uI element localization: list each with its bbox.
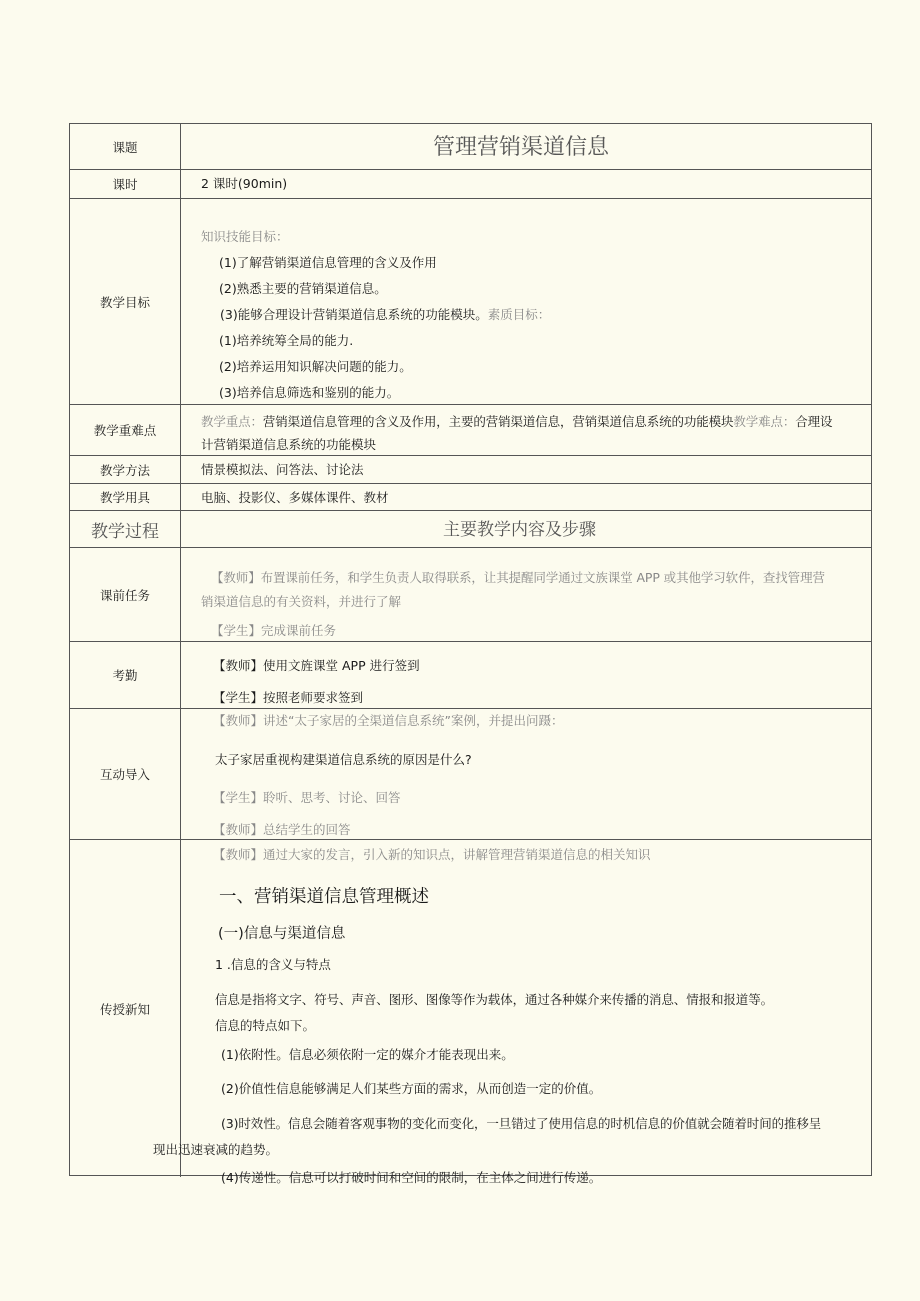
label-goals: 教学目标 <box>70 199 181 404</box>
intro-question: 太子家居重视构建渠道信息系统的原因是什么? <box>215 752 472 767</box>
intro-teacher: 【教师】讲述“太子家居的全渠道信息系统”案例，并提出问蹑： <box>213 713 564 728</box>
paragraph: (2)价值性信息能够满足人们某些方面的需求，从而创造一定的价值。 <box>221 1081 602 1096</box>
lesson-title: 管理营销渠道信息 <box>433 135 610 160</box>
label-topic: 课题 <box>70 124 181 169</box>
attend-student: 【学生】按照老师要求签到 <box>213 690 364 705</box>
key-label: 教学重点： <box>201 414 263 429</box>
row-pretask <box>70 548 871 642</box>
lesson-plan-table <box>69 123 872 1185</box>
label-attend: 考勤 <box>70 642 181 708</box>
goal-item: (2)熟悉主要的营销渠道信息。 <box>219 281 387 296</box>
label-intro: 互动导入 <box>70 709 181 839</box>
paragraph: (3)时效性。信息会随着客观事物的变化而变化，一旦错过了使用信息的时机信息的价值就会随着时间的推移呈 <box>221 1116 822 1131</box>
row-keypoints <box>70 405 871 456</box>
row-hours <box>70 170 871 199</box>
attend-teacher: 【教师】使用文旌课堂 APP 进行签到 <box>213 658 420 673</box>
goal-item: (1)了解营销渠道信息管理的含义及作用 <box>219 255 437 270</box>
paragraph: 信息是指将文字、符号、声音、图形、图像等作为载体，通过各种媒介来传播的消息、情报和报道等。 <box>215 992 774 1007</box>
difficulty-text: 合理设 <box>795 414 833 429</box>
row-method <box>70 456 871 484</box>
label-pretask: 课前任务 <box>70 548 181 641</box>
row-attend <box>70 642 871 709</box>
label-tools: 教学用具 <box>70 484 181 510</box>
paragraph: (1)依附性。信息必须依附一定的媒介才能表现出来。 <box>221 1047 514 1062</box>
knowledge-goal-heading: 知识技能目标： <box>201 229 289 244</box>
quality-item: (1)培养统筹全局的能力. <box>219 333 354 348</box>
pretask-line: 【教师】布置课前任务，和学生负责人取得联系，让其提醒同学通过文族课堂 APP 或其他学习软件，查找管理营 <box>211 570 825 585</box>
row-topic <box>70 124 871 170</box>
difficulty-text-cont: 计营销渠道信息系统的功能模块 <box>201 437 377 452</box>
label-keypoints: 教学重难点 <box>70 405 181 455</box>
label-newknow: 传授新知 <box>70 840 181 1177</box>
goal-item: (3)能够合理设计营销渠道信息系统的功能模块。 <box>220 307 488 322</box>
newknow-intro: 【教师】通过大家的发言，引入新的知识点，讲解管理营销渠道信息的相关知识 <box>213 847 651 862</box>
process-header: 主要教学内容及步骤 <box>443 520 596 540</box>
point-heading: 1 .信息的含义与特点 <box>215 957 331 972</box>
intro-student: 【学生】聆听、思考、讨论、回答 <box>213 790 401 805</box>
paragraph: (4)传递性。信息可以打破时间和空间的限制，在主体之间进行传递。 <box>221 1170 602 1185</box>
key-text: 营销渠道信息管理的含义及作用，主要的营销渠道信息，营销渠道信息系统的功能模块 <box>262 414 734 429</box>
intro-summary: 【教师】总结学生的回答 <box>213 822 351 837</box>
paragraph: 信息的特点如下。 <box>215 1018 316 1033</box>
tools-value: 电脑、投影仪、多媒体课件、教材 <box>201 490 389 505</box>
section-heading: 一、营销渠道信息管理概述 <box>219 887 429 907</box>
subsection-heading: (一)信息与渠道信息 <box>218 926 346 942</box>
label-method: 教学方法 <box>70 456 181 483</box>
label-hours: 课时 <box>70 170 181 198</box>
hours-value: 2 课时(90min) <box>201 176 288 191</box>
pretask-student: 【学生】完成课前任务 <box>211 623 337 638</box>
label-process: 教学过程 <box>70 511 181 547</box>
pretask-line: 销渠道信息的有关资料，并进行了解 <box>201 594 402 609</box>
row-intro <box>70 709 871 840</box>
keypoints-line-1 <box>201 414 832 430</box>
difficulty-label: 教学难点： <box>733 414 796 429</box>
row-goals <box>70 199 871 405</box>
paragraph-cont: 现出迅速衰减的趋势。 <box>153 1142 279 1157</box>
goal-item-with-heading <box>220 307 550 323</box>
quality-item: (3)培养信息筛选和鉴别的能力。 <box>219 385 400 400</box>
quality-goal-heading: 素质目标： <box>487 307 551 322</box>
method-value: 情景模拟法、问答法、讨论法 <box>201 462 364 477</box>
row-process-header <box>70 511 871 548</box>
row-newknow <box>70 840 871 1185</box>
row-tools <box>70 484 871 511</box>
quality-item: (2)培养运用知识解决问题的能力。 <box>219 359 412 374</box>
